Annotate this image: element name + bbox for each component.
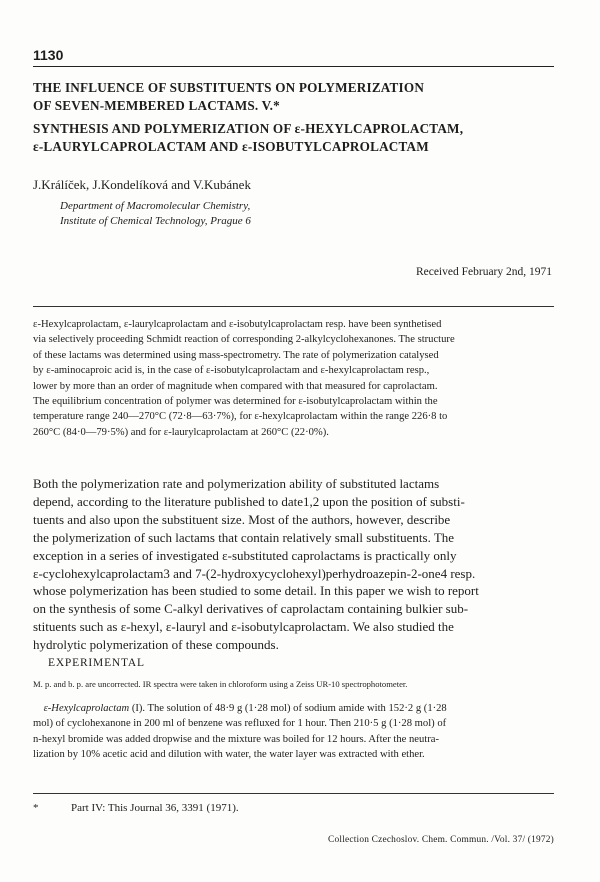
abstract-line: ε-Hexylcaprolactam, ε-laurylcaprolactam and ε-isobutylcaprolactam resp. have been synthetised [33,319,442,330]
article-title [33,79,560,155]
header-rule [33,66,554,67]
body-line: Both the polymerization rate and polymerization ability of substituted lactams [33,476,440,491]
journal-footer: Collection Czechoslov. Chem. Commun. /Vol. 37/ (1972) [328,835,554,845]
introduction [33,475,560,654]
experimental-line: ε-Hexylcaprolactam (I). The solution of 48·9 g (1·28 mol) of sodium amide with 152·2 g (1·28 [43,703,447,714]
body-line: stituents such as ε-hexyl, ε-lauryl and ε-isobutylcaprolactam. We also studied the [33,619,454,635]
abstract [33,317,560,440]
abstract-line: via selectively proceeding Schmidt reaction of corresponding 2-alkylcyclohexanones. The structure [33,334,455,346]
abstract-line: lower by more than an order of magnitude when compared with that measured for caprolactam. [33,380,438,392]
body-line: ε-cyclohexylcaprolactam3 and 7-(2-hydroxycyclohexyl)perhydroazepin-2-one4 resp. [33,565,476,581]
subtitle-line-1: SYNTHESIS AND POLYMERIZATION OF ε-HEXYLCAPROLACTAM, [33,121,464,136]
body-line: hydrolytic polymerization of these compounds. [33,637,279,653]
abstract-line: by ε-aminocaproic acid is, in the case of ε-isobutylcaprolactam and ε-hexylcaprolactam resp., [33,365,430,377]
experimental-text [33,701,560,762]
body-line: tuents and also upon the substituent size. Most of the authors, however, describe [33,511,451,527]
page-number: 1130 [33,47,64,63]
affiliation-institute: Institute of Chemical Technology, Prague 6 [60,215,251,227]
title-line-1: THE INFLUENCE OF SUBSTITUENTS ON POLYMERIZATION [33,80,425,95]
experimental-line: lization by 10% acetic acid and dilution with water, the water layer was extracted with ether. [33,748,425,760]
footnote-text: Part IV: This Journal 36, 3391 (1971). [71,802,239,814]
abstract-line: of these lactams was determined using mass-spectrometry. The rate of polymerization catalysed [33,349,439,361]
footnote-marker: * [33,802,39,814]
title-line-2: OF SEVEN-MEMBERED LACTAMS. V.* [33,97,280,113]
body-line: depend, according to the literature published to date1,2 upon the position of substi- [33,493,465,509]
subtitle-line-2: ε-LAURYLCAPROLACTAM AND ε-ISOBUTYLCAPROLACTAM [33,138,429,154]
body-line: on the synthesis of some C-alkyl derivatives of caprolactam containing bulkier sub- [33,601,469,617]
abstract-line: The equilibrium concentration of polymer was determined for ε-isobutylcaprolactam within the [33,396,438,408]
experimental-line: mol) of cyclohexanone in 200 ml of benzene was refluxed for 1 hour. Then 210·5 g (1·28 mol) of [33,718,447,730]
body-line: whose polymerization has been studied to some detail. In this paper we wish to report [33,583,479,599]
body-line: the polymerization of such lactams that contain relatively small substituents. The [33,529,455,545]
affiliation-department: Department of Macromolecular Chemistry, [60,200,251,212]
affiliation [60,199,251,229]
footnote [33,802,239,814]
received-date: Received February 2nd, 1971 [415,266,552,278]
abstract-rule [33,306,554,307]
footnote-rule [33,793,554,794]
experimental-heading: EXPERIMENTAL [48,657,145,669]
experimental-note: M. p. and b. p. are uncorrected. IR spectra were taken in chloroform using a Zeiss UR-10 spectrophotometer. [33,679,408,689]
authors: J.Králíček, J.Kondelíková and V.Kubánek [33,177,251,192]
compound-name: ε-Hexylcaprolactam [43,703,130,714]
abstract-line: temperature range 240—270°C (72·8—63·7%), for ε-hexylcaprolactam within the range 226·8 to [33,411,448,423]
experimental-line: n-hexyl bromide was added dropwise and the mixture was boiled for 12 hours. After the neutra- [33,733,439,745]
body-line: exception in a series of investigated ε-substituted caprolactams is practically only [33,547,457,563]
abstract-line: 260°C (84·0—79·5%) and for ε-laurylcaprolactam at 260°C (22·0%). [33,426,329,438]
